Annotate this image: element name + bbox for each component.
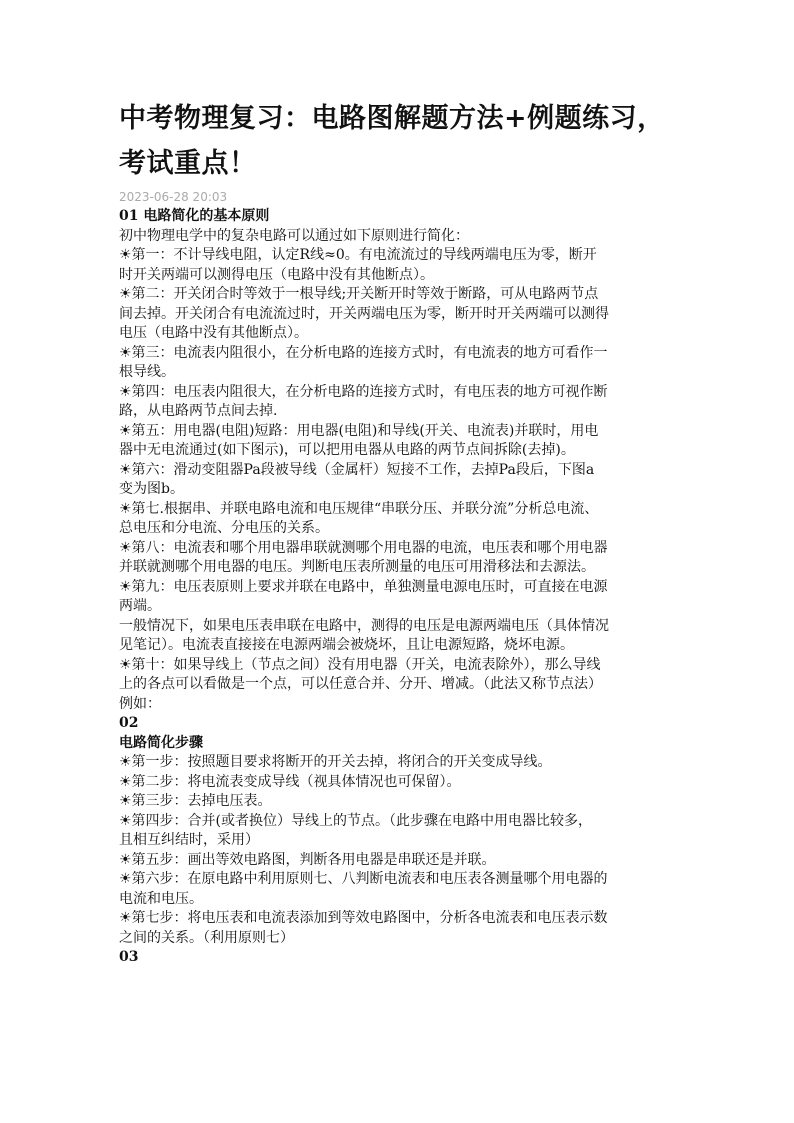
article (119, 96, 685, 968)
text-line: ☀第四：电压表内阻很大，在分析电路的连接方式时，有电压表的地方可视作断 (119, 383, 608, 400)
text-line: 总电压和分电流、分电压的关系。 (119, 520, 329, 536)
section-heading: 03 (119, 949, 139, 965)
text-line: 初中物理电学中的复杂电路可以通过如下原则进行简化： (119, 227, 469, 244)
text-line: ☀第三：电流表内阻很小，在分析电路的连接方式时，有电流表的地方可看作一 (119, 344, 608, 361)
text-line: 器中无电流通过(如下图示)，可以把用电器从电路的两节点间拆除(去掉)。 (119, 442, 575, 458)
text-line: ☀第七步：将电压表和电流表添加到等效电路图中，分析各电流表和电压表示数 (119, 910, 608, 926)
text-line: 并联就测哪个用电器的电压。判断电压表所测量的电压可用滑移法和去源法。 (119, 559, 595, 575)
text-line: ☀第七.根据串、并联电路电流和电压规律“串联分压、并联分流”分析总电流、 (119, 500, 599, 517)
text-line: 一般情况下，如果电压表串联在电路中，测得的电压是电源两端电压（具体情况 (119, 617, 609, 634)
text-line: ☀第十：如果导线上（节点之间）没有用电器（开关，电流表除外），那么导线 (119, 656, 601, 673)
text-line: 电压（电路中没有其他断点）。 (119, 325, 308, 341)
text-line: 根导线。 (119, 364, 175, 380)
text-line: 之间的关系。（利用原则七） (119, 929, 294, 946)
text-line: 且相互纠结时，采用） (119, 832, 259, 848)
text-line: 两端。 (119, 598, 161, 614)
text-line: ☀第八：电流表和哪个用电器串联就测哪个用电器的电流，电压表和哪个用电器 (119, 539, 608, 556)
text-line: ☀第五步：画出等效电路图，判断各用电器是串联还是并联。 (119, 851, 496, 868)
text-line: ☀第六步：在原电路中利用原则七、八判断电流表和电压表各测量哪个用电器的 (119, 871, 608, 887)
text-line: ☀第三步：去掉电压表。 (119, 793, 272, 809)
text-line: ☀第六：滑动变阻器Pa段被导线（金属杆）短接不工作，去掉Pa段后，下图a (119, 461, 595, 478)
text-line: 例如： (119, 695, 161, 712)
section-heading: 01 电路简化的基本原则 (119, 208, 270, 224)
text-line: 电流和电压。 (119, 890, 203, 907)
section-heading: 02 (119, 715, 139, 731)
text-line: 时开关两端可以测得电压（电路中没有其他断点）。 (119, 266, 434, 283)
text-line: ☀第五：用电器(电阻)短路：用电器(电阻)和导线(开关、电流表)并联时，用电 (119, 422, 599, 439)
publish-date: 2023-06-28 20:03 (119, 190, 228, 204)
text-line: ☀第一步：按照题目要求将断开的开关去掉，将闭合的开关变成导线。 (119, 754, 552, 770)
title-line-1: 中考物理复习：电路图解题方法+例题练习， (119, 103, 665, 134)
text-line: ☀第二步：将电流表变成导线（视具体情况也可保留）。 (119, 773, 461, 790)
text-line: 间去掉。开关闭合有电流流过时，开关两端电压为零，断开时开关两端可以测得 (119, 305, 609, 322)
section-heading: 电路简化步骤 (119, 734, 203, 751)
text-line: 变为图b。 (119, 481, 184, 497)
text-line: 上的各点可以看做是一个点，可以任意合并、分开、增减。（此法又称节点法） (119, 676, 602, 692)
article-body (119, 207, 685, 968)
text-line: ☀第二：开关闭合时等效于一根导线;开关断开时等效于断路，可从电路两节点 (119, 286, 599, 302)
title-line-2: 考试重点！ (119, 148, 257, 179)
text-line: ☀第九：电压表原则上要求并联在电路中，单独测量电源电压时，可直接在电源 (119, 578, 608, 595)
text-line: 路，从电路两节点间去掉. (119, 403, 278, 419)
text-line: ☀第四步：合并(或者换位）导线上的节点。（此步骤在电路中用电器比较多， (119, 812, 593, 829)
text-line: ☀第一：不计导线电阻，认定R线≈0。有电流流过的导线两端电压为零，断开 (119, 247, 597, 263)
article-title (119, 96, 685, 186)
text-line: 见笔记）。电流表直接接在电源两端会被烧坏，且让电源短路，烧坏电源。 (119, 637, 574, 653)
